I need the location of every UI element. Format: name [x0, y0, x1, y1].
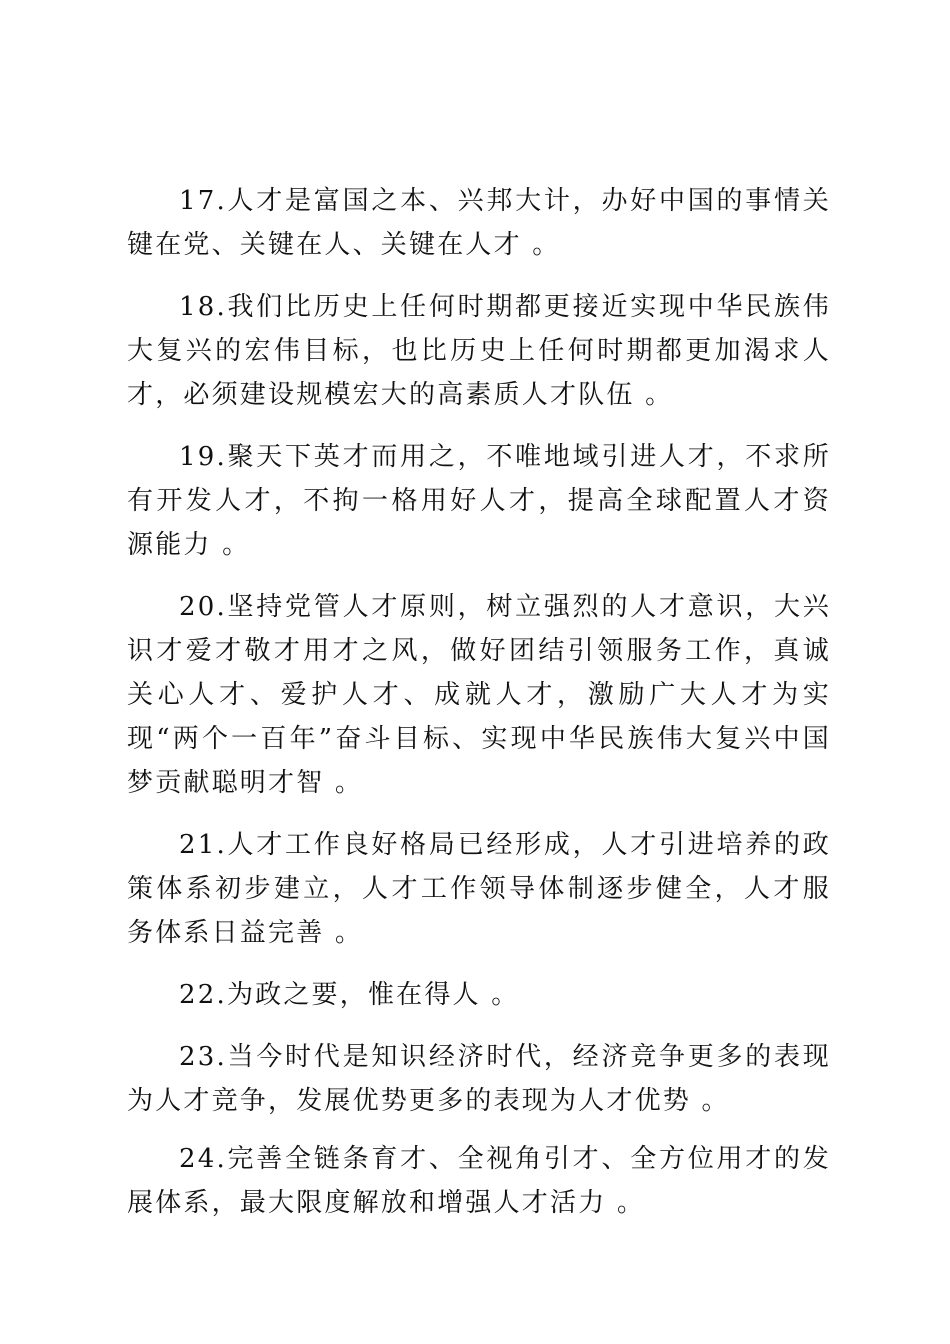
paragraph-22: 22.为政之要，惟在得人 。 [179, 980, 520, 1010]
paragraph-18: 18.我们比历史上任何时期都更接近实现中华民族伟大复兴的宏伟目标，也比历史上任何时期都更加渴求人才，必须建设规模宏大的高素质人才队伍 。 [127, 292, 831, 410]
document-body [127, 179, 831, 1225]
paragraph-19: 19.聚天下英才而用之，不唯地域引进人才，不求所有开发人才，不拘一格用好人才，提高全球配置人才资源能力 。 [127, 442, 831, 560]
paragraph-24: 24.完善全链条育才、全视角引才、全方位用才的发展体系，最大限度解放和增强人才活力 。 [127, 1144, 831, 1218]
paragraph-17: 17.人才是富国之本、兴邦大计，办好中国的事情关键在党、关键在人、关键在人才 。 [127, 186, 831, 260]
paragraph-23: 23.当今时代是知识经济时代，经济竞争更多的表现为人才竞争，发展优势更多的表现为人才优势 。 [127, 1042, 831, 1116]
paragraph-21: 21.人才工作良好格局已经形成，人才引进培养的政策体系初步建立，人才工作领导体制逐步健全，人才服务体系日益完善 。 [127, 830, 831, 948]
paragraph-20: 20.坚持党管人才原则，树立强烈的人才意识，大兴识才爱才敬才用才之风，做好团结引领服务工作，真诚关心人才、爱护人才、成就人才，激励广大人才为实现“两个一百年”奋斗目标、实现中华民族伟大复兴中国梦贡献聪明才智 。 [127, 592, 831, 798]
